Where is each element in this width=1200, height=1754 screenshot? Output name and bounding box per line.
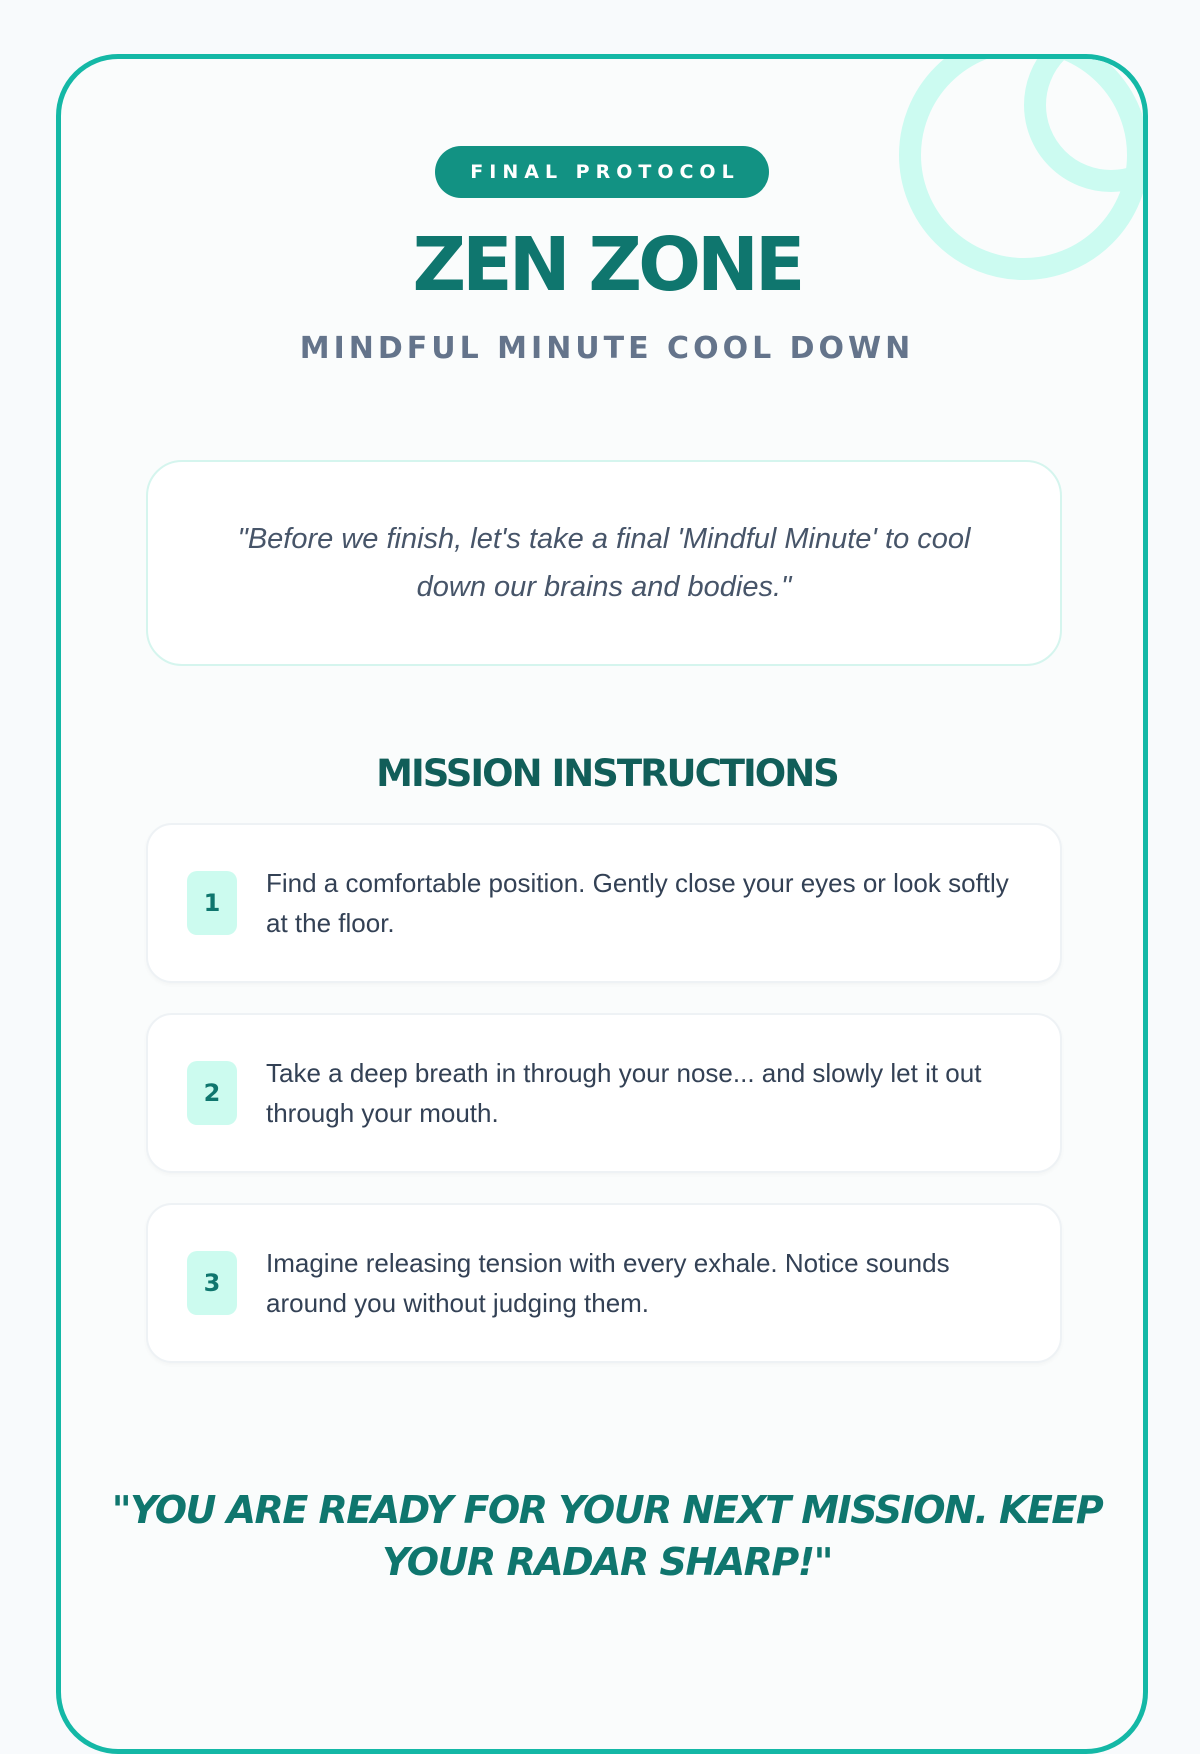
instruction-step: [146, 823, 1062, 983]
intro-quote-box: [146, 460, 1062, 666]
step-text: Find a comfortable position. Gently close your eyes or look softly at the floor.: [266, 868, 1009, 938]
instruction-step: [146, 1013, 1062, 1173]
step-text: Imagine releasing tension with every exhale. Notice sounds around you without judging them.: [266, 1248, 950, 1318]
closing-message: "YOU ARE READY FOR YOUR NEXT MISSION. KEEP YOUR RADAR SHARP!": [111, 1488, 1103, 1584]
step-number-badge: 1: [187, 871, 237, 935]
instruction-step: [146, 1203, 1062, 1363]
section-title: MISSION INSTRUCTIONS: [376, 752, 838, 795]
deco-circle-small: [1035, 59, 1148, 181]
step-number-badge: 2: [187, 1061, 237, 1125]
protocol-card: [56, 54, 1148, 1754]
page-title: ZEN ZONE: [412, 222, 802, 308]
decorative-circles: [61, 59, 1148, 359]
page-subtitle: MINDFUL MINUTE COOL DOWN: [299, 331, 915, 366]
intro-quote-text: "Before we finish, let's take a final 'Mindful Minute' to cool down our brains and bodies.": [237, 523, 971, 603]
step-number-badge: 3: [187, 1251, 237, 1315]
protocol-badge: FINAL PROTOCOL: [435, 146, 769, 198]
step-text: Take a deep breath in through your nose... and slowly let it out through your mouth.: [266, 1058, 982, 1128]
